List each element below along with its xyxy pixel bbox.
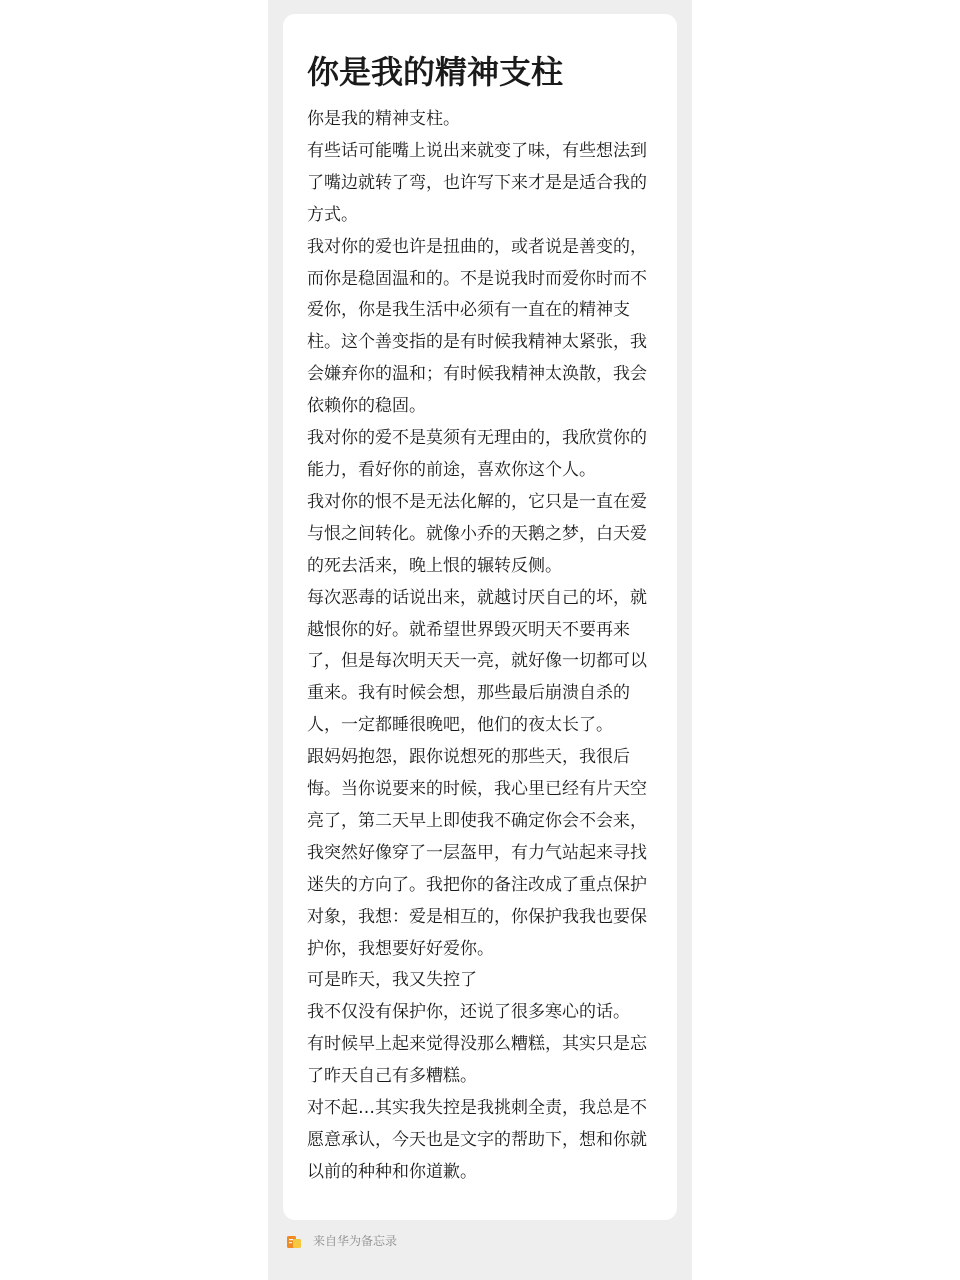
note-paragraph: 有时候早上起来觉得没那么糟糕，其实只是忘了昨天自己有多糟糕。: [307, 1034, 647, 1087]
note-paragraph: 我对你的爱也许是扭曲的，或者说是善变的，而你是稳固温和的。不是说我时而爱你时而不爱你，你是我生活中必须有一直在的精神支柱。这个善变指的是有时候我精神太紧张，我会嫌弃你的温和；有时候我精神太涣散，我会依赖你的稳固。: [307, 236, 647, 417]
note-paragraph: 我对你的恨不是无法化解的，它只是一直在爱与恨之间转化。就像小乔的天鹅之梦，白天爱的死去活来，晚上恨的辗转反侧。: [307, 491, 647, 576]
note-paragraph: 可是昨天，我又失控了: [307, 970, 477, 991]
note-paragraph: 我对你的爱不是莫须有无理由的，我欣赏你的能力，看好你的前途，喜欢你这个人。: [307, 428, 647, 480]
note-body[interactable]: [307, 104, 657, 1189]
note-card[interactable]: [283, 14, 677, 1220]
source-label: 来自华为备忘录: [313, 1234, 398, 1248]
note-paragraph: 对不起…其实我失控是我挑刺全责，我总是不愿意承认，今天也是文字的帮助下，想和你就以前的种种和你道歉。: [307, 1098, 647, 1182]
note-title: 你是我的精神支柱: [307, 53, 564, 91]
memo-app-icon: [287, 1234, 301, 1248]
note-paragraph: 你是我的精神支柱。: [307, 109, 460, 129]
note-paragraph: 我不仅没有保护你，还说了很多寒心的话。: [307, 1002, 630, 1023]
note-paragraph: 跟妈妈抱怨，跟你说想死的那些天，我很后悔。当你说要来的时候，我心里已经有片天空亮了，第二天早上即使我不确定你会不会来，我突然好像穿了一层盔甲，有力气站起来寻找迷失的方向了。我把你的备注改成了重点保护对象，我想：爱是相互的，你保护我我也要保护你，我想要好好爱你。: [307, 747, 647, 959]
memo-source-footer: [287, 1232, 397, 1250]
note-paragraph: 每次恶毒的话说出来，就越讨厌自己的坏，就越恨你的好。就希望世界毁灭明天不要再来了，但是每次明天天一亮，就好像一切都可以重来。我有时候会想，那些最后崩溃自杀的人，一定都睡很晚吧，他们的夜太长了。: [307, 587, 647, 736]
note-paragraph: 有些话可能嘴上说出来就变了味，有些想法到了嘴边就转了弯，也许写下来才是是适合我的方式。: [307, 140, 647, 225]
